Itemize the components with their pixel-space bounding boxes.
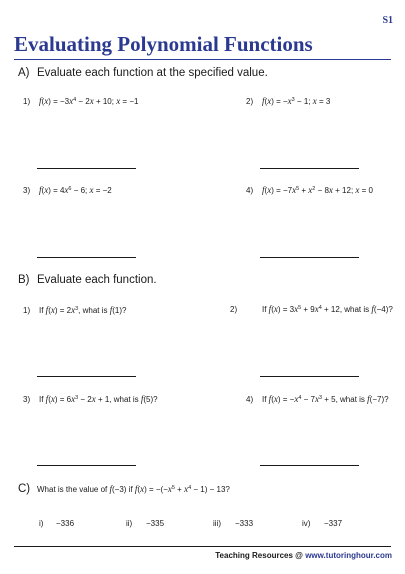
- option-ii: [126, 519, 164, 528]
- section-b-instruction: Evaluate each function.: [37, 274, 157, 286]
- option-value: −333: [235, 519, 254, 528]
- question-text: $f(x) = -7x^5 + x^2 - 8x + 12$; x = 0: [262, 185, 373, 195]
- sheet-code: S1: [382, 15, 393, 26]
- section-a-question-3: [23, 185, 112, 195]
- question-text: If $f(x) = -x^4 - 7x^3 + 5$, what is f(−7)?: [262, 394, 389, 404]
- section-a-letter: A): [18, 67, 30, 79]
- answer-line: [260, 376, 359, 377]
- answer-line: [37, 168, 136, 169]
- question-number: 2): [246, 97, 254, 106]
- option-i: [39, 519, 74, 528]
- section-c-letter: C): [18, 483, 31, 495]
- question-text: If $f(x) = 3x^5 + 9x^4 + 12$, what is f(−4)?: [262, 304, 393, 314]
- option-label: ii): [126, 519, 133, 528]
- answer-line: [37, 465, 136, 466]
- question-number: 1): [23, 97, 31, 106]
- option-label: iii): [213, 519, 221, 528]
- question-text: If $f(x) = 6x^3 - 2x + 1$, what is f(5)?: [39, 394, 158, 404]
- answer-line: [260, 168, 359, 169]
- question-number: 2): [230, 305, 238, 314]
- section-a-question-2: [246, 96, 330, 106]
- section-c-question: What is the value of f(−3) if $f(x) = -(-x^5 + x^4 - 1) - 13$?: [37, 484, 230, 494]
- option-label: iv): [302, 519, 311, 528]
- title-divider: [14, 59, 391, 60]
- question-text: $f(x) = 4x^6 - 6$; x = −2: [39, 185, 112, 195]
- section-b-heading: [18, 274, 157, 286]
- section-b-question-1: [23, 305, 126, 315]
- question-number: 4): [246, 186, 254, 195]
- section-c-heading: [18, 483, 230, 495]
- question-number: 3): [23, 186, 31, 195]
- answer-line: [37, 376, 136, 377]
- section-b-letter: B): [18, 274, 30, 286]
- answer-line: [260, 257, 359, 258]
- answer-line: [37, 257, 136, 258]
- option-iii: [213, 519, 253, 528]
- answer-line: [260, 465, 359, 466]
- section-a-question-1: [23, 96, 138, 106]
- section-a-question-4: [246, 185, 373, 195]
- question-text: $f(x) = -x^3 - 1$; x = 3: [262, 96, 331, 106]
- option-value: −336: [56, 519, 75, 528]
- question-number: 4): [246, 395, 254, 404]
- footer-site-link[interactable]: www.tutoringhour.com: [305, 551, 392, 560]
- footer-divider: [14, 546, 391, 547]
- question-text: If $f(x) = 2x^3$, what is f(1)?: [39, 305, 127, 315]
- section-b-question-2: [230, 302, 402, 317]
- option-iv: [302, 519, 342, 528]
- footer: [215, 551, 392, 560]
- section-b-question-3: [23, 394, 158, 404]
- option-value: −335: [146, 519, 165, 528]
- question-text: $f(x) = -3x^4 - 2x + 10$; x = −1: [39, 96, 139, 106]
- question-number: 1): [23, 306, 31, 315]
- question-number: 3): [23, 395, 31, 404]
- section-a-heading: [18, 67, 268, 79]
- page-title: Evaluating Polynomial Functions: [14, 32, 313, 56]
- option-value: −337: [324, 519, 343, 528]
- option-label: i): [39, 519, 44, 528]
- section-a-instruction: Evaluate each function at the specified value.: [37, 67, 268, 79]
- section-b-question-4: [246, 394, 389, 404]
- footer-label: Teaching Resources @: [215, 551, 303, 560]
